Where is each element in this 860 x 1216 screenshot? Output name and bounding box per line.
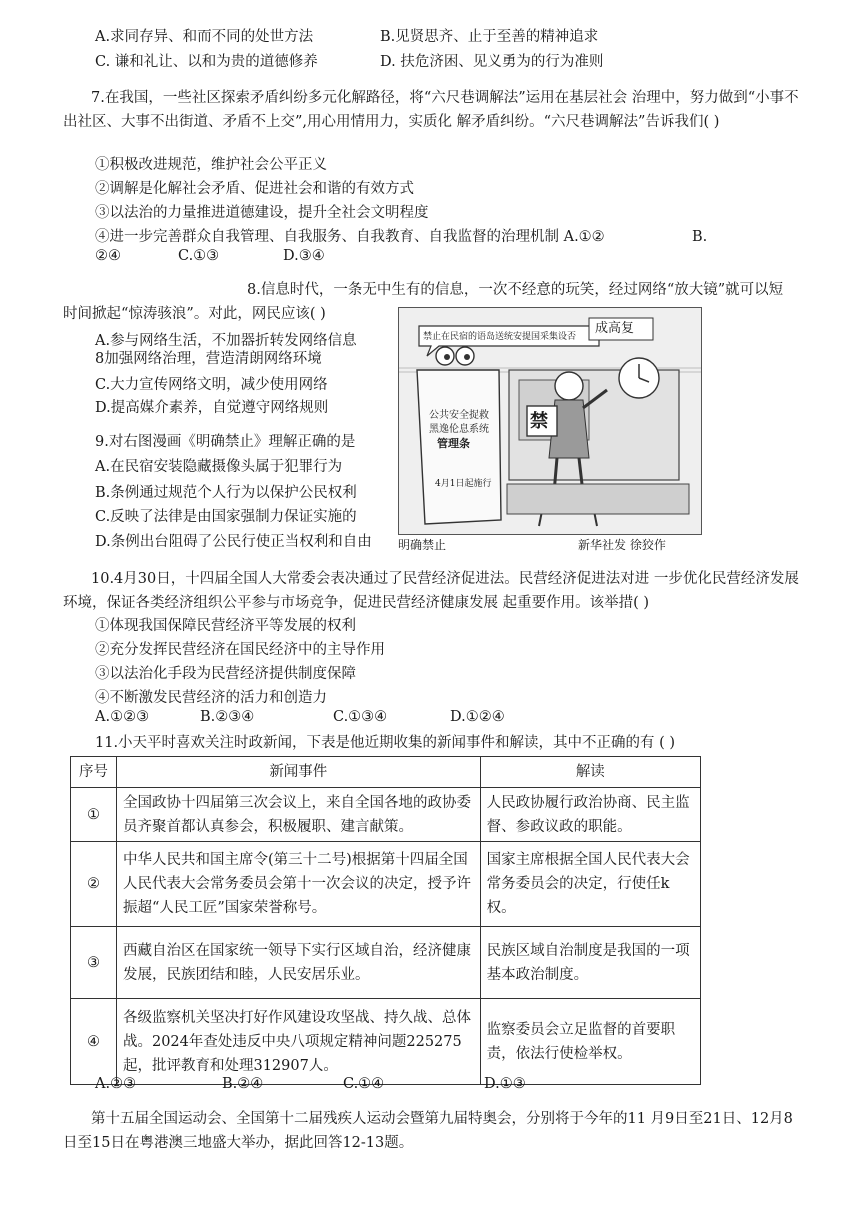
q7-choice-b: ②④ <box>95 248 121 264</box>
q7-item-2: ②调解是化解社会矛盾、促进社会和谐的有效方式 <box>95 181 414 197</box>
cartoon-forbid-char: 禁 <box>530 411 548 432</box>
q9-option-a: A.在民宿安装隐藏摄像头属于犯罪行为 <box>95 459 343 475</box>
row-number: ② <box>71 842 117 927</box>
q6-option-d: D. 扶危济困、见义勇为的行为准则 <box>380 54 604 70</box>
q8-option-c: C.大力宣传网络文明，减少使用网络 <box>95 377 328 393</box>
news-table <box>70 756 701 1085</box>
q7-stem: 7.在我国，一些社区探索矛盾纠纷多元化解路径，将“六尺巷调解法”运用在基层社会 治理中，努力做到“小事不出社区、大事不出街道、矛盾不上交”,用心用情用力，实质化 解矛盾纠纷。“六尺巷调解法”告诉我们( ) <box>63 90 799 130</box>
row-number: ④ <box>71 999 117 1085</box>
q8-option-b: 8加强网络治理，营造清朗网络环境 <box>95 351 322 367</box>
q10-choice-a: A.①②③ <box>95 709 150 725</box>
cartoon-caption-source: 新华社发 徐狡作 <box>578 538 666 552</box>
row-reading: 国家主席根据全国人民代表大会常务委员会的决定，行使任k权。 <box>480 842 700 927</box>
header-news-event: 新闻事件 <box>116 757 480 788</box>
q10-item-1: ①体现我国保障民营经济平等发展的权利 <box>95 618 356 634</box>
q7-item-4: ④进一步完善群众自我管理、自我服务、自我教育、自我监督的治理机制 A.①② <box>95 229 605 245</box>
table-row <box>71 999 701 1085</box>
q12-intro: 第十五届全国运动会、全国第十二届残疾人运动会暨第九届特奥会，分别将于今年的11 月9日至21日、12月8日至15日在粤港澳三地盛大举办，据此回答12-13题。 <box>63 1111 793 1151</box>
q10-choice-d: D.①②④ <box>450 709 505 725</box>
row-number: ③ <box>71 927 117 999</box>
q7-item-3: ③以法治的力量推进道德建设，提升全社会文明程度 <box>95 205 429 221</box>
q11-stem: 11.小天平时喜欢关注时政新闻，下表是他近期收集的新闻事件和解读，其中不正确的有 ( ) <box>95 735 676 751</box>
row-event: 中华人民共和国主席令(第三十二号)根据第十四届全国人民代表大会常务委员会第十一次会议的决定，授予许振超“人民工匠”国家荣誉称号。 <box>116 842 480 927</box>
q9-option-d: D.条例出台阻碍了公民行使正当权利和自由 <box>95 534 372 550</box>
q10-choice-b: B.②③④ <box>200 709 255 725</box>
cartoon-banner-text: 禁止在民宿的语岛送统安提国采集设否 <box>423 332 577 342</box>
cartoon-doc-line-2: 黑逸伦息系统 <box>429 424 489 435</box>
q8-stem-line-2: 时间掀起“惊涛骇浪”。对此，网民应该( ) <box>63 306 326 322</box>
row-reading: 监察委员会立足监督的首要职责，依法行使检举权。 <box>480 999 700 1085</box>
q9-option-c: C.反映了法律是由国家强制力保证实施的 <box>95 509 357 525</box>
q10-stem: 10.4月30日，十四届全国人大常委会表决通过了民营经济促进法。民营经济促进法对进 一步优化民营经济发展环境，保证各类经济组织公平参与市场竞争，促进民营经济健康发展 起重要作用。该举措( ) <box>63 571 799 611</box>
q7-option-b-label: B. <box>692 229 708 245</box>
cartoon-clear-prohibition <box>398 307 702 535</box>
q10-choice-c: C.①③④ <box>333 709 388 725</box>
q6-option-b: B.见贤思齐、止于至善的精神追求 <box>380 29 599 45</box>
row-reading: 民族区域自治制度是我国的一项基本政治制度。 <box>480 927 700 999</box>
cartoon-caption-title: 明确禁止 <box>398 538 447 552</box>
table-row <box>71 842 701 927</box>
q11-choice-a: A.②③ <box>95 1076 137 1092</box>
q11-choice-b: B.②④ <box>222 1076 264 1092</box>
q7-item-1: ①积极改进规范，维护社会公平正义 <box>95 157 327 173</box>
row-event: 西藏自治区在国家统一领导下实行区域自治，经济健康发展，民族团结和睦，人民安居乐业。 <box>116 927 480 999</box>
cartoon-doc-line-3: 管理条 <box>437 437 470 450</box>
header-number: 序号 <box>71 757 117 788</box>
row-event: 各级监察机关坚决打好作风建设攻坚战、持久战、总体战。2024年查处违反中央八项规定精神问题225275起，批评教育和处理312907人。 <box>116 999 480 1085</box>
q10-item-3: ③以法治化手段为民营经济提供制度保障 <box>95 666 356 682</box>
table-row <box>71 927 701 999</box>
q11-choice-d: D.①③ <box>484 1076 526 1092</box>
q9-stem: 9.对右图漫画《明确禁止》理解正确的是 <box>95 434 356 450</box>
q9-option-b: B.条例通过规范个人行为以保护公民权利 <box>95 485 357 501</box>
cartoon-doc-date: 4月1日起施行 <box>435 479 492 489</box>
row-number: ① <box>71 788 117 842</box>
cartoon-doc-line-1: 公共安全捉救 <box>429 410 489 421</box>
q10-item-2: ②充分发挥民营经济在国民经济中的主导作用 <box>95 642 385 658</box>
q10-item-4: ④不断激发民营经济的活力和创造力 <box>95 690 327 706</box>
q8-option-d: D.提高媒介素养，自觉遵守网络规则 <box>95 400 329 416</box>
cartoon-tag: 成高复 <box>595 321 635 336</box>
q8-option-a: A.参与网络生活，不加器折转发网络信息 <box>95 333 357 349</box>
q7-choice-c: C.①③ <box>178 248 220 264</box>
header-reading: 解读 <box>480 757 700 788</box>
row-reading: 人民政协履行政治协商、民主监督、参政议政的职能。 <box>480 788 700 842</box>
row-event: 全国政协十四届第三次会议上，来自全国各地的政协委员齐聚首都认真参会，积极履职、建言献策。 <box>116 788 480 842</box>
q7-choice-d: D.③④ <box>283 248 325 264</box>
table-row <box>71 788 701 842</box>
q6-option-a: A.求同存异、和而不同的处世方法 <box>95 29 314 45</box>
table-header-row <box>71 757 701 788</box>
q11-choice-c: C.①④ <box>343 1076 385 1092</box>
q8-stem-line-1: 8.信息时代，一条无中生有的信息，一次不经意的玩笑，经过网络“放大镜”就可以短 <box>247 282 784 298</box>
q6-option-c: C. 谦和礼让、以和为贵的道德修养 <box>95 54 318 70</box>
